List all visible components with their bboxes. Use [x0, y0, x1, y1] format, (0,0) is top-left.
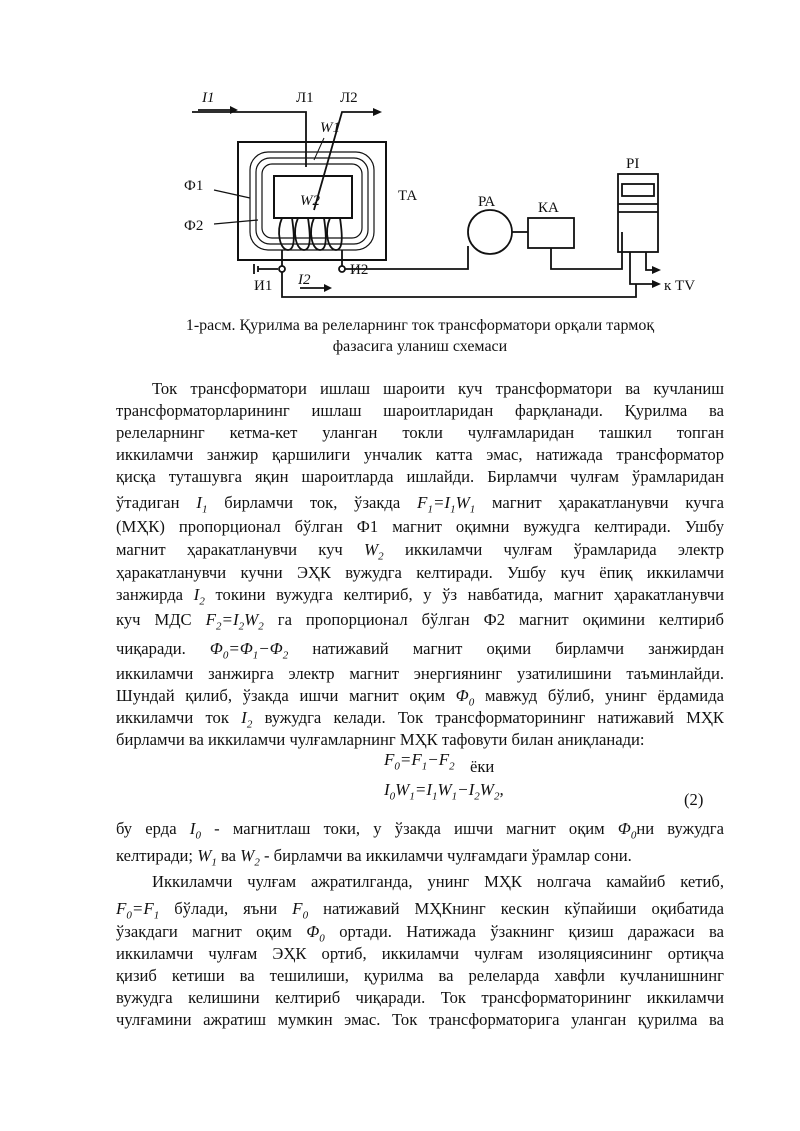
formula-i2: $I_2$ — [193, 585, 205, 608]
text-fragment: ни вужудга — [636, 819, 724, 838]
text-fragment: вужудга келади. Ток трансформаторининг натижавий МҲК — [264, 708, 724, 727]
formula-i0: $I_0$ — [189, 819, 201, 842]
equation-number: (2) — [684, 790, 704, 809]
text-line: вужудга келишини келтириб чиқаради. Ток трансформаторининг иккиламчи — [116, 988, 724, 1007]
caption-line-2: фазасига уланиш схемаси — [332, 338, 508, 355]
text-fragment: иккиламчи ток — [116, 708, 229, 727]
text-line: иккиламчи чулғам ЭҲК ортиб, иккиламчи чулғам изоляциясининг ортиқча — [116, 944, 724, 963]
equation-i0w1: $I_0W_1=I_1W_1-I_2W_2$, — [384, 780, 504, 803]
equation-f0: $F_0=F_1-F_2$ — [384, 750, 455, 773]
text-line-formula — [116, 818, 724, 846]
formula-f0-f1: $F_0=F_1$ — [116, 899, 160, 922]
text-fragment: мавжуд бўлиб, унинг ёрдамида — [484, 686, 724, 705]
text-fragment: токини вужудга келтириб, у ўз навбатида, магнит ҳаракатланувчи — [215, 585, 724, 604]
text-line: трансформаторларининг ишлаш шароитларидан фарқланади. Қурилма ва — [116, 401, 724, 420]
caption-line-1: 1-расм. Қурилма ва релеларнинг ток трансформатори орқали тармоқ — [185, 317, 655, 334]
text-line: Ток трансформатори ишлаш шароити куч трансформатори ва кучланиш — [152, 379, 724, 398]
text-fragment: бирламчи ток, ўзакда — [224, 493, 401, 512]
formula-phi0-b: $\Phi_0$ — [617, 819, 637, 842]
label-f2: Ф2 — [184, 218, 204, 234]
text-fragment: бўлади, яъни — [174, 899, 278, 918]
text-fragment: ортади. Натижада ўзакнинг қизиш даражаси ва — [339, 922, 724, 941]
label-l2: Л2 — [340, 90, 358, 106]
formula-phi0-c: $\Phi_0$ — [306, 922, 325, 945]
text-fragment: магнит ҳаракатланувчи куч — [116, 540, 343, 559]
text-line: релеларнинг кетма-кет уланган токли чулғамларидан ташкил топган — [116, 423, 724, 442]
formula-f0: $F_0$ — [292, 899, 309, 922]
formula-w2: $W_2$ — [364, 540, 384, 563]
label-w1: W1 — [320, 120, 340, 136]
text-fragment: куч МДС — [116, 610, 192, 629]
label-f1: Ф1 — [184, 178, 204, 194]
text-line-formula — [116, 845, 724, 873]
text-fragment: келтиради; — [116, 846, 194, 865]
text-line: қисқа туташувга яқин шароитларда ишлайди. Бирламчи чулғам ўрамларидан — [116, 467, 724, 486]
label-i2: I2 — [298, 272, 311, 288]
text-line: иккиламчи занжир қаршилиги унчалик катта эмас, натижада трансформатор — [116, 445, 724, 464]
circuit-diagram — [170, 72, 710, 312]
text-fragment: магнит ҳаракатланувчи кучга — [492, 493, 724, 512]
text-fragment: ўтадиган — [116, 493, 180, 512]
formula-w1: $W_1$ — [197, 846, 217, 869]
text-line: чулғамини ажратиш мумкин эмас. Ток трансформаторига уланган қурилма ва — [116, 1010, 724, 1029]
text-line-formula — [116, 609, 724, 637]
text-line: ҳаракатланувчи кучни ЭҲК вужудга келтиради. Ушбу куч ёпиқ иккиламчи — [116, 563, 724, 582]
text-fragment: - бирламчи ва иккиламчи чулғамдаги ўрамлар сони. — [263, 846, 632, 865]
text-fragment: ва — [221, 846, 236, 865]
text-fragment: чиқаради. — [116, 639, 186, 658]
label-u2: И2 — [350, 262, 369, 278]
text-fragment: бу ерда — [116, 819, 177, 838]
formula-phi0: $\Phi_0=\Phi_1-\Phi_2$ — [209, 639, 289, 662]
label-pi: PI — [626, 156, 640, 172]
figure-caption — [118, 315, 722, 357]
text-fragment: натижавий магнит оқими бирламчи занжирдан — [312, 639, 724, 658]
label-ta: ТА — [398, 188, 418, 204]
text-fragment: ўзакдаги магнит оқим — [116, 922, 292, 941]
text-fragment: натижавий МҲКнинг кескин кўпайиши оқибатида — [323, 899, 724, 918]
formula-i2-inline: $I_2$ — [241, 708, 253, 731]
text-fragment: га пропорционал бўлган Ф2 магнит оқимини келтириб — [277, 610, 724, 629]
equation-or: ёки — [470, 757, 495, 776]
text-line: қизиб кетиши ва тешилиши, қурилма ва релеларда хавфли кучланишнинг — [116, 966, 724, 985]
label-u1: И1 — [254, 278, 273, 294]
formula-phi0-inline: $\Phi_0$ — [455, 686, 475, 709]
text-line: Иккиламчи чулғам ажратилганда, унинг МҲК нолгача камайиб кетиб, — [152, 872, 724, 891]
label-ktv: к TV — [664, 278, 696, 294]
text-line: (МҲК) пропорционал бўлган Ф1 магнит оқимни вужудга келтиради. Ушбу — [116, 517, 724, 536]
label-w2: W2 — [300, 193, 320, 209]
formula-i1: $I_1$ — [196, 493, 208, 516]
text-line: иккиламчи занжирга электр магнит энергиянинг узатилишини таъминлайди. — [116, 664, 724, 683]
text-fragment: иккиламчи чулғам ўрамларида электр — [404, 540, 724, 559]
text-fragment: Шундай қилиб, ўзакда ишчи магнит оқим — [116, 686, 446, 705]
formula-f1: $F_1=I_1W_1$ — [417, 493, 476, 516]
label-ka: КА — [538, 200, 559, 216]
label-l1: Л1 — [296, 90, 314, 106]
formula-w2-b: $W_2$ — [240, 846, 260, 869]
label-pa: РА — [478, 194, 496, 210]
text-line: бирламчи ва иккиламчи чулғамларнинг МҲК тафовути билан аниқланади: — [116, 730, 645, 749]
text-fragment: занжирда — [116, 585, 184, 604]
formula-f2: $F_2=I_2W_2$ — [205, 610, 264, 633]
label-i1: I1 — [202, 90, 215, 106]
text-fragment: - магнитлаш токи, у ўзакда ишчи магнит оқим — [214, 819, 605, 838]
